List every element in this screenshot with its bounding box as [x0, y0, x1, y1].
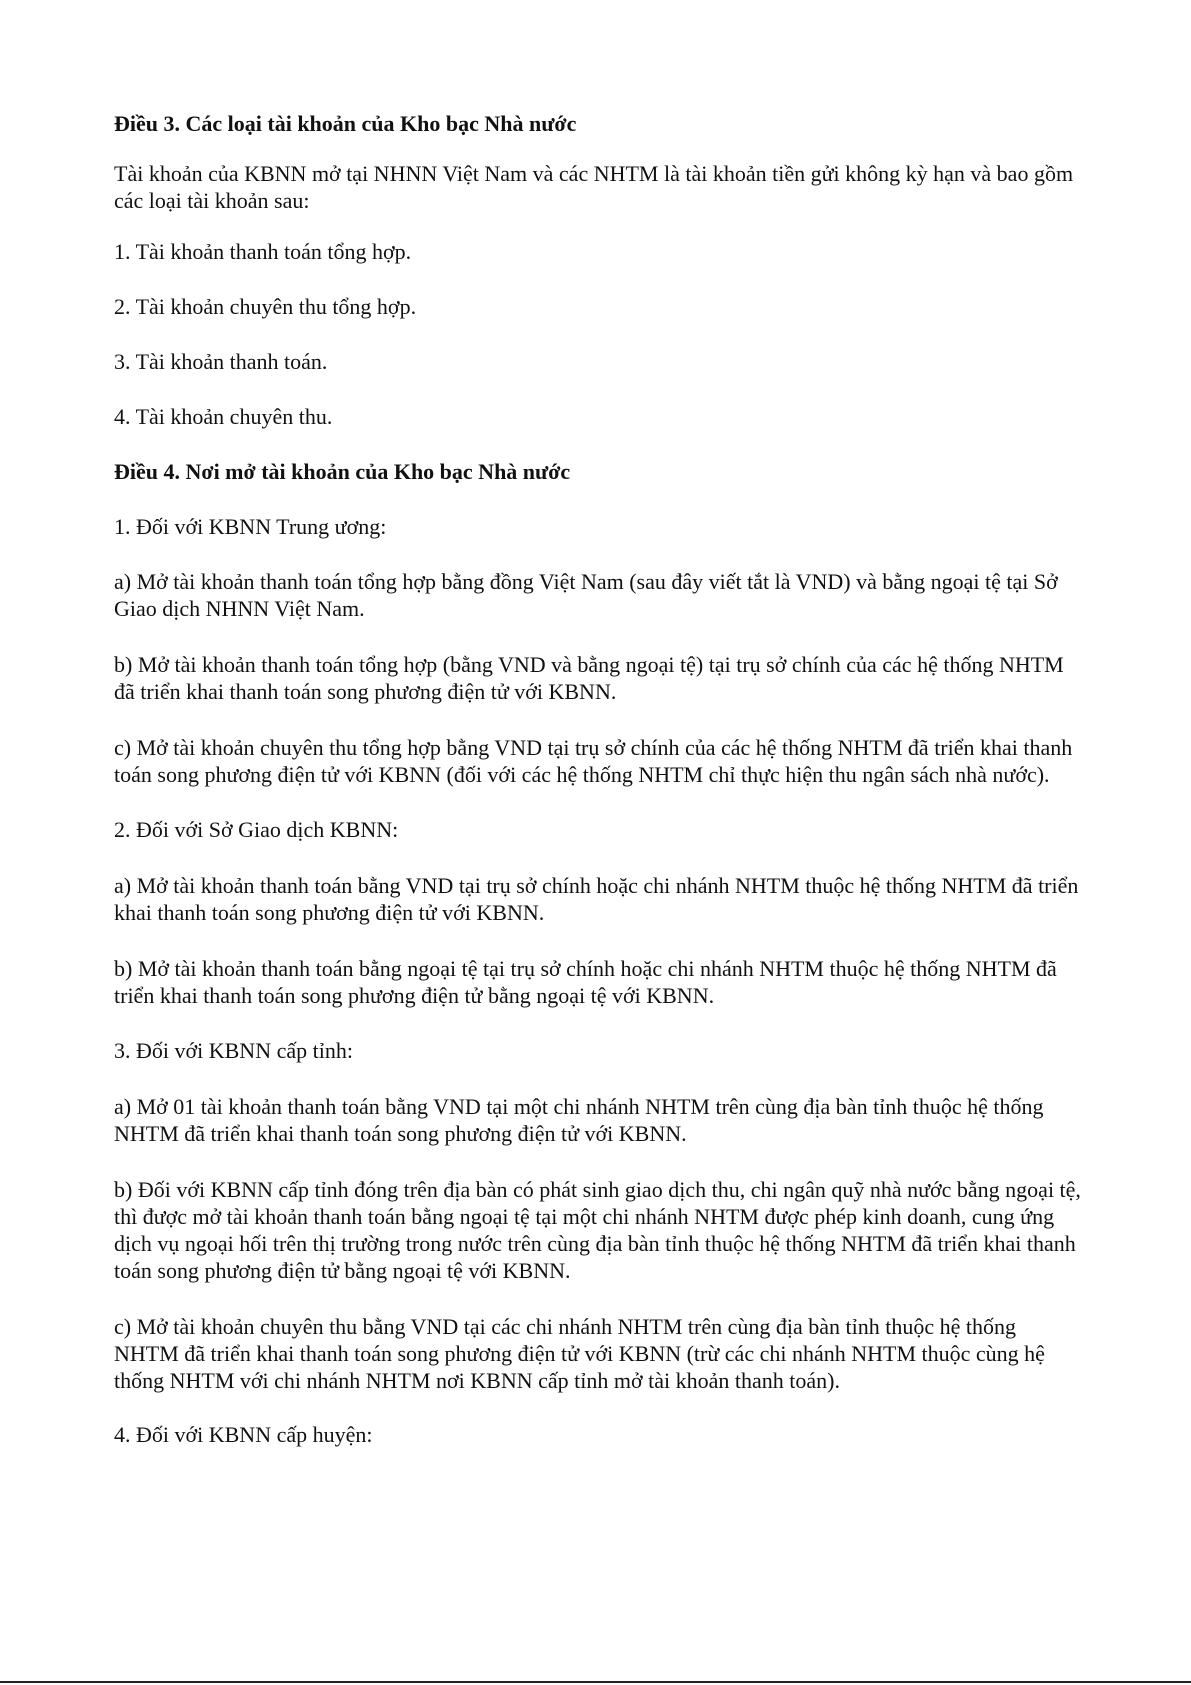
account-type-4: 4. Tài khoản chuyên thu.: [114, 404, 333, 429]
section-1-item-c: c) Mở tài khoản chuyên thu tổng hợp bằng VND tại trụ sở chính của các hệ thống NHTM đã triển khai thanh toán song phương điện tử với KBNN (đối với các hệ thống NHTM chỉ thực hiện thu ngân sách nhà nước).: [114, 735, 1073, 787]
section-3-title: 3. Đối với KBNN cấp tỉnh:: [114, 1038, 353, 1063]
article-3-heading: Điều 3. Các loại tài khoản của Kho bạc Nhà nước: [114, 111, 577, 136]
article-4-heading: Điều 4. Nơi mở tài khoản của Kho bạc Nhà nước: [114, 459, 571, 484]
section-2-item-a: a) Mở tài khoản thanh toán bằng VND tại trụ sở chính hoặc chi nhánh NHTM thuộc hệ thống NHTM đã triển khai thanh toán song phương điện tử với KBNN.: [114, 873, 1079, 925]
section-2-item-b: b) Mở tài khoản thanh toán bằng ngoại tệ tại trụ sở chính hoặc chi nhánh NHTM thuộc hệ thống NHTM đã triển khai thanh toán song phương điện tử bằng ngoại tệ với KBNN.: [114, 956, 1057, 1008]
section-1-item-b: b) Mở tài khoản thanh toán tổng hợp (bằng VND và bằng ngoại tệ) tại trụ sở chính của các hệ thống NHTM đã triển khai thanh toán song phương điện tử với KBNN.: [114, 652, 1064, 704]
section-3-item-b: b) Đối với KBNN cấp tỉnh đóng trên địa bàn có phát sinh giao dịch thu, chi ngân quỹ nhà nước bằng ngoại tệ, thì được mở tài khoản thanh toán bằng ngoại tệ tại một chi nhánh NHTM được phép kinh doanh, cung ứng dịch vụ ngoại hối trên thị trường trong nước trên cùng địa bàn tỉnh thuộc hệ thống NHTM đã triển khai thanh toán song phương điện tử bằng ngoại tệ với KBNN.: [114, 1177, 1081, 1283]
section-1-title: 1. Đối với KBNN Trung ương:: [114, 514, 387, 539]
page-bottom-border: [0, 1681, 1191, 1683]
document-page: [114, 110, 1084, 1448]
section-3-item-a: a) Mở 01 tài khoản thanh toán bằng VND tại một chi nhánh NHTM trên cùng địa bàn tỉnh thuộc hệ thống NHTM đã triển khai thanh toán song phương điện tử với KBNN.: [114, 1094, 1044, 1146]
account-type-3: 3. Tài khoản thanh toán.: [114, 349, 328, 374]
section-4-title: 4. Đối với KBNN cấp huyện:: [114, 1422, 373, 1447]
section-3-item-c: c) Mở tài khoản chuyên thu bằng VND tại các chi nhánh NHTM trên cùng địa bàn tỉnh thuộc hệ thống NHTM đã triển khai thanh toán song phương điện tử với KBNN (trừ các chi nhánh NHTM thuộc cùng hệ thống NHTM với chi nhánh NHTM nơi KBNN cấp tỉnh mở tài khoản thanh toán).: [114, 1314, 1045, 1393]
article-3-intro: Tài khoản của KBNN mở tại NHNN Việt Nam và các NHTM là tài khoản tiền gửi không kỳ hạn và bao gồm các loại tài khoản sau:: [114, 161, 1074, 213]
section-2-title: 2. Đối với Sở Giao dịch KBNN:: [114, 817, 399, 842]
account-type-1: 1. Tài khoản thanh toán tổng hợp.: [114, 239, 412, 264]
section-1-item-a: a) Mở tài khoản thanh toán tổng hợp bằng đồng Việt Nam (sau đây viết tắt là VND) và bằng ngoại tệ tại Sở Giao dịch NHNN Việt Nam.: [114, 569, 1058, 621]
account-type-2: 2. Tài khoản chuyên thu tổng hợp.: [114, 294, 417, 319]
